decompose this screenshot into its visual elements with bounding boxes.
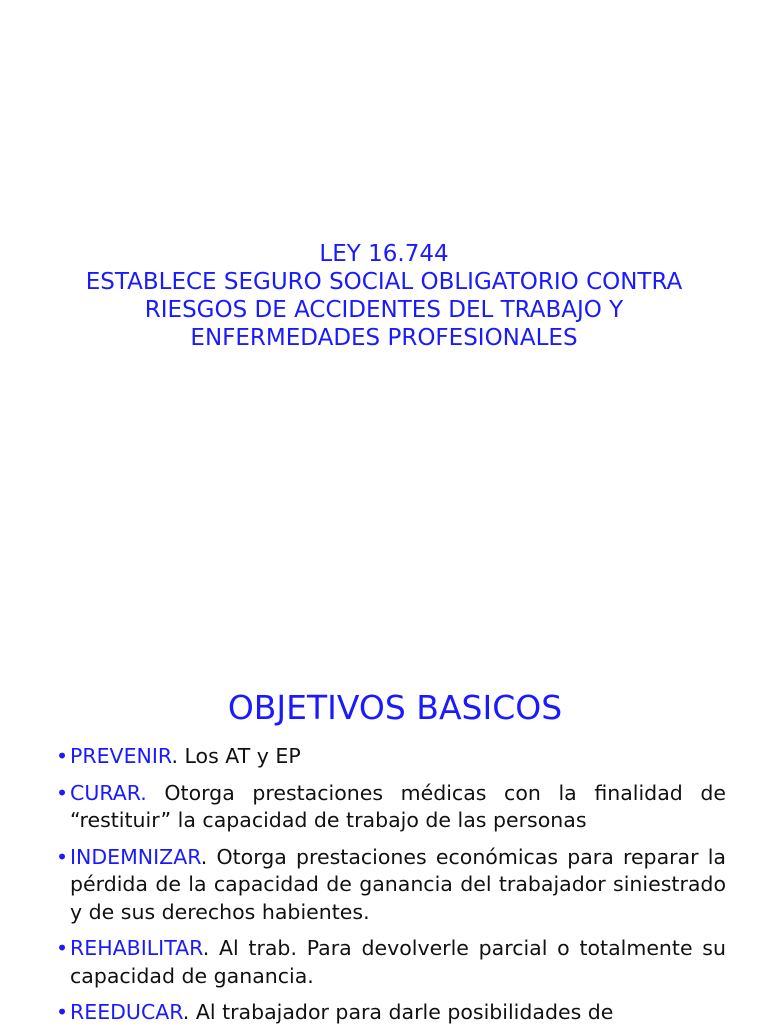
objectives-heading: OBJETIVOS BASICOS <box>227 688 563 727</box>
bullet-icon: • <box>56 744 69 768</box>
bullet-icon: • <box>56 780 69 805</box>
list-item <box>56 844 726 927</box>
list-item <box>56 743 726 771</box>
objective-keyword: REHABILITAR <box>70 936 203 960</box>
law-title-line-4: ENFERMEDADES PROFESIONALES <box>190 325 578 351</box>
bullet-icon: • <box>56 1000 69 1024</box>
list-item <box>56 780 726 835</box>
list-item <box>56 999 726 1027</box>
objective-keyword: PREVENIR <box>70 744 172 768</box>
objective-text: . Al trabajador para darle posibilidades de <box>182 1000 614 1024</box>
objective-text: Otorga prestaciones médicas con la finalidad de “restituir” la capacidad de trabajo de las personas <box>70 780 726 832</box>
bullet-icon: • <box>56 844 69 869</box>
list-item <box>56 935 726 990</box>
law-title <box>30 240 738 352</box>
objective-text: . Al trab. Para devolverle parcial o totalmente su capacidad de ganancia. <box>70 936 726 988</box>
objective-keyword: INDEMNIZAR <box>70 844 201 869</box>
law-title-line-3: RIESGOS DE ACCIDENTES DEL TRABAJO Y <box>144 297 624 323</box>
law-title-line-1: LEY 16.744 <box>319 241 449 267</box>
objective-text: . Los AT y EP <box>171 744 301 768</box>
bullet-icon: • <box>56 936 69 960</box>
law-title-line-2: ESTABLECE SEGURO SOCIAL OBLIGATORIO CONTRA <box>85 269 683 295</box>
objective-keyword: REEDUCAR <box>70 1000 183 1024</box>
objectives-list <box>56 743 726 1036</box>
objective-keyword: CURAR. <box>70 780 147 805</box>
objective-text: . Otorga prestaciones económicas para reparar la pérdida de la capacidad de ganancia del trabajador siniestrado y de sus derechos habientes. <box>70 844 726 924</box>
